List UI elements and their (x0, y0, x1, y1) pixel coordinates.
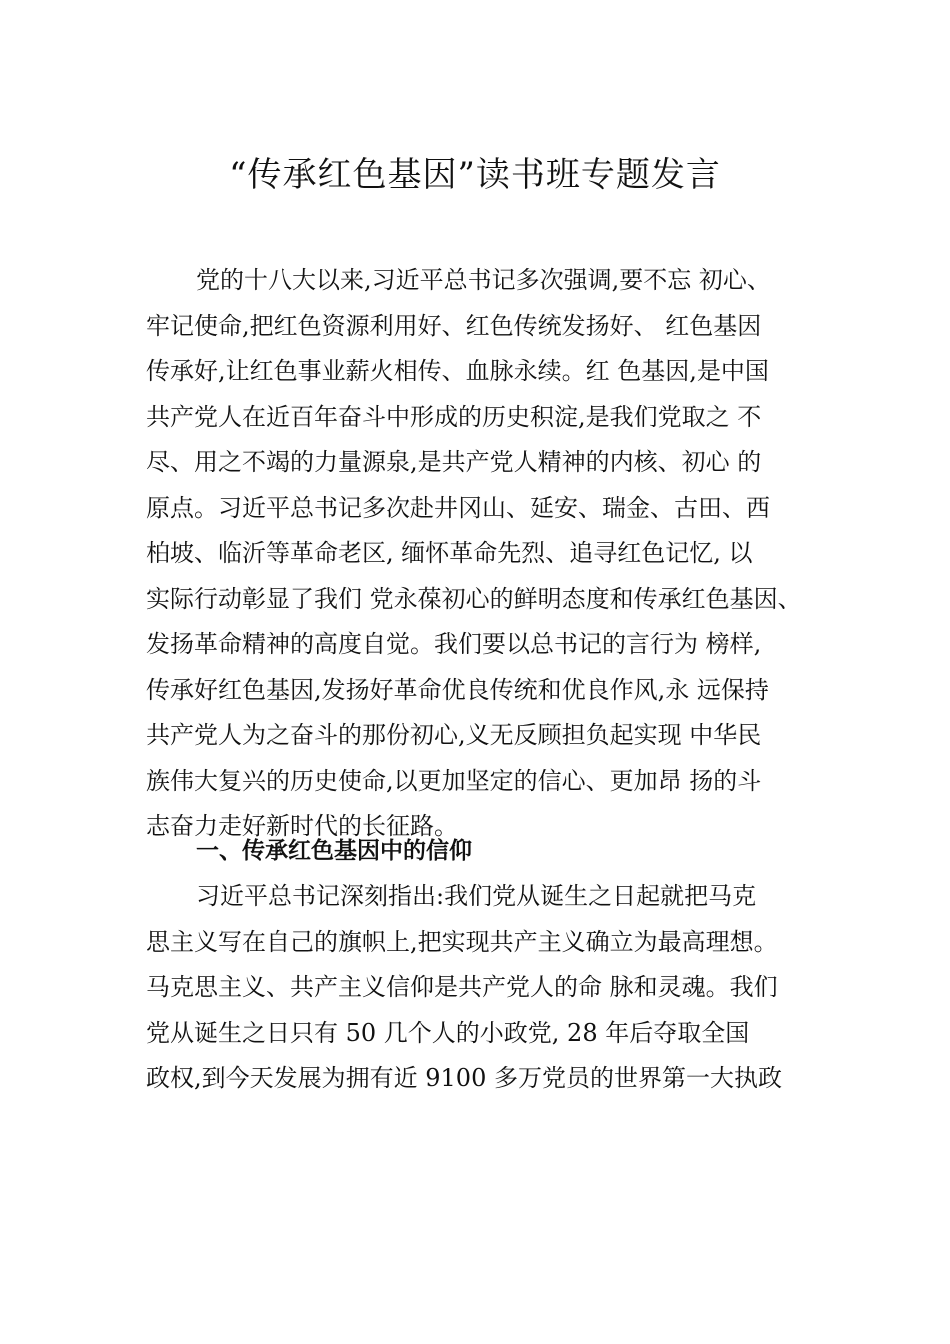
text-line: 传承好,让红色事业薪火相传、血脉永续。红 色基因,是中国 (146, 357, 769, 385)
document-title: “传承红色基因”读书班专题发言 (229, 155, 721, 195)
text-line: 党的十八大以来,习近平总书记多次强调,要不忘 初心、 (196, 266, 771, 294)
text-line: 政权,到今天发展为拥有近 9100 多万党员的世界第一大执政 (146, 1064, 782, 1092)
text-line: 柏坡、临沂等革命老区, 缅怀革命先烈、追寻红色记忆, 以 (146, 539, 753, 567)
text-line: 牢记使命,把红色资源利用好、红色传统发扬好、 红色基因 (146, 311, 762, 340)
text-line: 习近平总书记深刻指出:我们党从诞生之日起就把马克 (196, 882, 757, 910)
text-line: 马克思主义、共产主义信仰是共产党人的命 脉和灵魂。我们 (146, 973, 778, 1001)
text-line: 志奋力走好新时代的长征路。 (146, 812, 458, 840)
text-line: 共产党人在近百年奋斗中形成的历史积淀,是我们党取之 不 (146, 402, 762, 431)
text-line: 族伟大复兴的历史使命,以更加坚定的信心、更加昂 扬的斗 (146, 766, 762, 795)
text-line: 传承好红色基因,发扬好革命优良传统和优良作风,永 远保持 (146, 675, 769, 704)
text-line: 原点。习近平总书记多次赴井冈山、延安、瑞金、古田、西 (146, 493, 770, 522)
text-line: 思主义写在自己的旗帜上,把实现共产主义确立为最高理想。 (146, 927, 778, 956)
text-line: 共产党人为之奋斗的那份初心,义无反顾担负起实现 中华民 (146, 721, 762, 749)
section-heading-block (146, 829, 846, 875)
text-line: 党从诞生之日只有 50 几个人的小政党, 28 年后夺取全国 (146, 1018, 750, 1047)
text-line: 发扬革命精神的高度自觉。我们要以总书记的言行为 榜样, (146, 630, 762, 658)
paragraph-1 (146, 258, 846, 850)
text-line: 实际行动彰显了我们 党永葆初心的鲜明态度和传承红色基因、 (146, 584, 802, 613)
paragraph-2 (146, 874, 846, 1102)
section-heading: 一、传承红色基因中的信仰 (196, 838, 472, 864)
text-line: 尽、用之不竭的力量源泉,是共产党人精神的内核、初心 的 (146, 448, 762, 476)
